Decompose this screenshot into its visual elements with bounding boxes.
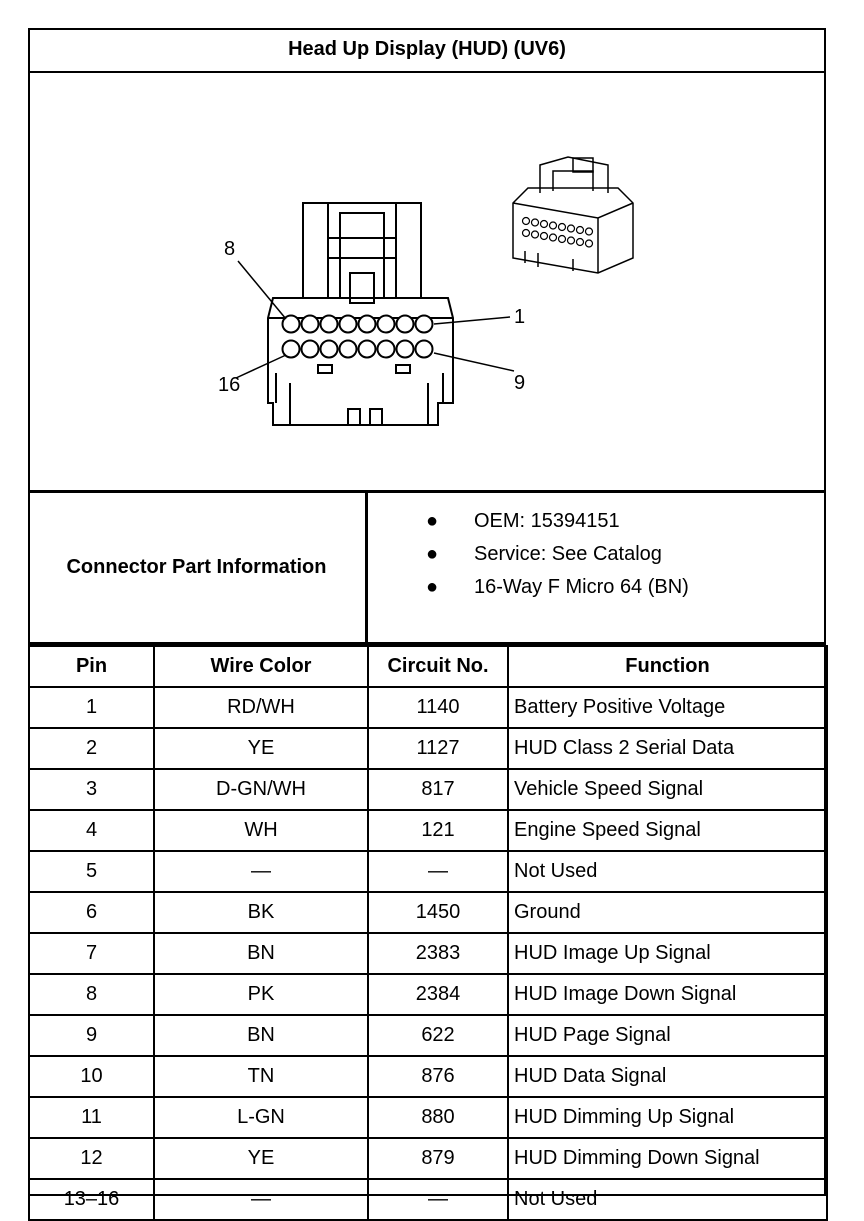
circuit-cell: 1450 <box>368 892 508 933</box>
table-row <box>29 810 827 851</box>
circuit-cell: 2383 <box>368 933 508 974</box>
table-row <box>29 687 827 728</box>
table-row <box>29 892 827 933</box>
table-row <box>29 1015 827 1056</box>
pin-cell: 8 <box>29 974 154 1015</box>
pin-cell: 10 <box>29 1056 154 1097</box>
function-cell: HUD Image Up Signal <box>508 933 827 974</box>
circuit-cell: 2384 <box>368 974 508 1015</box>
table-row <box>29 933 827 974</box>
pin-cell: 9 <box>29 1015 154 1056</box>
circuit-cell: 817 <box>368 769 508 810</box>
bullet-icon: ● <box>426 576 439 598</box>
circuit-cell: 1140 <box>368 687 508 728</box>
header-wire-color: Wire Color <box>154 646 368 687</box>
circuit-cell: — <box>368 1179 508 1220</box>
circuit-cell: 121 <box>368 810 508 851</box>
function-cell: Ground <box>508 892 827 933</box>
wire-color-cell: D-GN/WH <box>154 769 368 810</box>
function-cell: Not Used <box>508 1179 827 1220</box>
info-item-description <box>368 573 826 606</box>
wire-color-cell: BN <box>154 933 368 974</box>
function-cell: HUD Image Down Signal <box>508 974 827 1015</box>
header-pin: Pin <box>29 646 154 687</box>
function-cell: Battery Positive Voltage <box>508 687 827 728</box>
pin-callout-1: 1 <box>514 306 526 328</box>
pin-callout-9: 9 <box>514 372 526 394</box>
info-item-service <box>368 540 826 573</box>
function-cell: Engine Speed Signal <box>508 810 827 851</box>
circuit-cell: 879 <box>368 1138 508 1179</box>
table-row <box>29 1138 827 1179</box>
wire-color-cell: TN <box>154 1056 368 1097</box>
pin-table-header-row <box>29 646 827 687</box>
pin-cell: 4 <box>29 810 154 851</box>
connector-drawing <box>28 73 826 491</box>
wire-color-cell: — <box>154 1179 368 1220</box>
circuit-cell: 622 <box>368 1015 508 1056</box>
table-row <box>29 1179 827 1220</box>
bullet-icon: ● <box>426 543 439 565</box>
connector-part-info-label: Connector Part Information <box>28 493 368 642</box>
pin-cell: 13–16 <box>29 1179 154 1220</box>
table-row <box>29 728 827 769</box>
wire-color-cell: YE <box>154 1138 368 1179</box>
function-cell: Not Used <box>508 851 827 892</box>
circuit-cell: 880 <box>368 1097 508 1138</box>
pin-callout-8: 8 <box>224 238 236 260</box>
pin-cell: 12 <box>29 1138 154 1179</box>
connector-sheet <box>28 28 826 1210</box>
circuit-cell: 1127 <box>368 728 508 769</box>
wire-color-cell: PK <box>154 974 368 1015</box>
function-cell: HUD Page Signal <box>508 1015 827 1056</box>
pin-cell: 5 <box>29 851 154 892</box>
table-row <box>29 974 827 1015</box>
circuit-cell: — <box>368 851 508 892</box>
header-circuit-no: Circuit No. <box>368 646 508 687</box>
wire-color-cell: WH <box>154 810 368 851</box>
info-item-text: Service: See Catalog <box>474 543 662 565</box>
wire-color-cell: RD/WH <box>154 687 368 728</box>
pin-cell: 1 <box>29 687 154 728</box>
pin-cell: 2 <box>29 728 154 769</box>
pin-cell: 7 <box>29 933 154 974</box>
info-item-oem <box>368 507 826 540</box>
pin-callout-16: 16 <box>218 374 241 396</box>
connector-front-view <box>268 203 453 425</box>
function-cell: HUD Dimming Up Signal <box>508 1097 827 1138</box>
info-item-text: 16-Way F Micro 64 (BN) <box>474 576 689 598</box>
header-function: Function <box>508 646 827 687</box>
pin-cell: 6 <box>29 892 154 933</box>
wire-color-cell: BK <box>154 892 368 933</box>
function-cell: HUD Class 2 Serial Data <box>508 728 827 769</box>
function-cell: Vehicle Speed Signal <box>508 769 827 810</box>
table-row <box>29 1097 827 1138</box>
page-title: Head Up Display (HUD) (UV6) <box>28 28 826 73</box>
pin-table <box>28 645 828 1221</box>
bullet-icon: ● <box>426 510 439 532</box>
pin-cell: 3 <box>29 769 154 810</box>
table-row <box>29 1056 827 1097</box>
info-item-text: OEM: 15394151 <box>474 510 620 532</box>
isometric-pin-cavities <box>523 218 593 248</box>
connector-part-info-list <box>368 507 826 606</box>
wire-color-cell: L-GN <box>154 1097 368 1138</box>
function-cell: HUD Dimming Down Signal <box>508 1138 827 1179</box>
table-row <box>29 851 827 892</box>
connector-part-info-row <box>28 493 826 645</box>
function-cell: HUD Data Signal <box>508 1056 827 1097</box>
pin-cell: 11 <box>29 1097 154 1138</box>
connector-isometric-view <box>513 157 633 273</box>
wire-color-cell: — <box>154 851 368 892</box>
table-row <box>29 769 827 810</box>
wire-color-cell: BN <box>154 1015 368 1056</box>
connector-pin-cavities <box>283 316 433 358</box>
wire-color-cell: YE <box>154 728 368 769</box>
circuit-cell: 876 <box>368 1056 508 1097</box>
connector-diagram <box>28 73 826 493</box>
